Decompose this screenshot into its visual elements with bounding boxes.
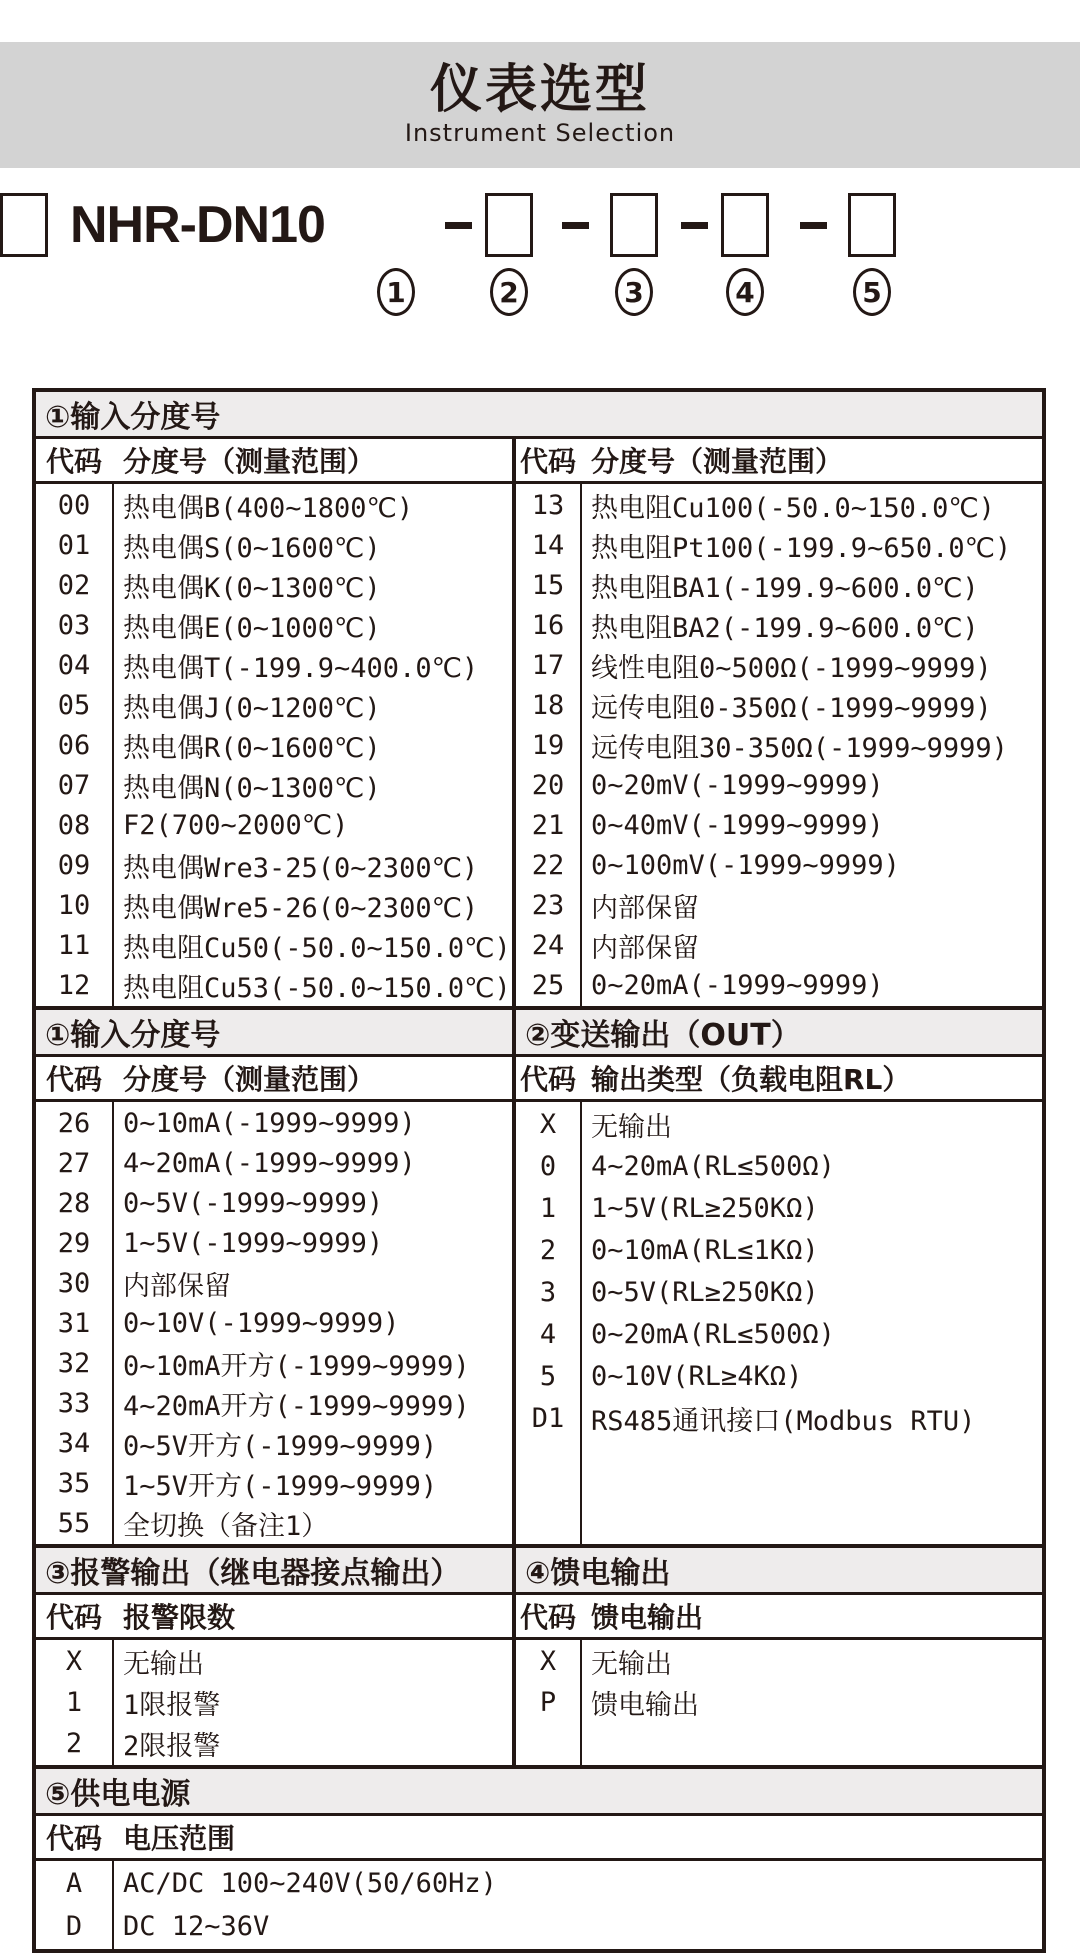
desc-cell: 0~10V(-1999~9999) [123, 1307, 400, 1339]
desc-cell: RS485通讯接口(Modbus RTU) [591, 1405, 976, 1437]
table-row [36, 525, 512, 565]
code-column-header: 代码 [45, 1063, 102, 1096]
code-cell: 00 [57, 489, 91, 521]
code-cell: 21 [531, 809, 565, 841]
desc-cell: 热电偶E(0~1000℃) [123, 612, 381, 644]
table-row [36, 765, 512, 805]
dash-separator [681, 222, 708, 229]
model-segment-box-3 [721, 193, 769, 257]
table-row [516, 565, 1042, 605]
code-column-header: 代码 [519, 1063, 576, 1096]
code-column-header: 代码 [45, 1601, 102, 1634]
desc-cell: 热电偶Wre3-25(0~2300℃) [123, 852, 479, 884]
desc-cell: 热电偶S(0~1600℃) [123, 532, 381, 564]
section-title: ⑤供电电源 [45, 1777, 191, 1812]
code-cell: 1 [65, 1687, 83, 1718]
desc-cell: 0~10mA(RL≤1KΩ) [591, 1234, 819, 1266]
desc-cell: 0~5V(RL≥250KΩ) [591, 1276, 819, 1308]
desc-cell: 0~10mA开方(-1999~9999) [123, 1350, 470, 1382]
rows-right [516, 1102, 1042, 1544]
desc-cell: 热电偶T(-199.9~400.0℃) [123, 652, 479, 684]
code-cell: 33 [57, 1387, 91, 1419]
desc-cell: 热电偶J(0~1200℃) [123, 692, 381, 724]
model-segment-box-4 [848, 193, 896, 257]
section-power-supply [36, 1765, 1042, 1949]
title-band [0, 42, 1080, 168]
desc-cell: 1~5V开方(-1999~9999) [123, 1470, 438, 1502]
code-cell: 17 [531, 649, 565, 681]
code-cell: 03 [57, 609, 91, 641]
code-cell: 16 [531, 609, 565, 641]
table-row [36, 1463, 512, 1503]
table-row [36, 885, 512, 925]
table-row [36, 1263, 512, 1303]
selection-table [32, 388, 1046, 1953]
desc-cell: 热电偶N(0~1300℃) [123, 772, 381, 804]
table-row [516, 645, 1042, 685]
desc-column-header: 分度号（测量范围） [591, 445, 844, 478]
desc-cell: 热电阻Cu53(-50.0~150.0℃) [123, 972, 511, 1004]
desc-cell: 2限报警 [123, 1731, 221, 1762]
desc-cell: 热电偶R(0~1600℃) [123, 732, 381, 764]
code-cell: D [65, 1911, 83, 1942]
table-row [36, 1303, 512, 1343]
code-cell: P [539, 1687, 557, 1718]
code-cell: 30 [57, 1267, 91, 1299]
code-cell: 22 [531, 849, 565, 881]
desc-column-header: 分度号（测量范围） [123, 445, 376, 478]
desc-cell: 无输出 [591, 1111, 672, 1143]
desc-cell: 热电阻Cu100(-50.0~150.0℃) [591, 492, 995, 524]
code-cell: 02 [57, 569, 91, 601]
table-row [36, 1723, 512, 1764]
rows-left [36, 1102, 516, 1544]
code-cell: 15 [531, 569, 565, 601]
circled-number: 3 [615, 268, 653, 316]
desc-cell: 0~100mV(-1999~9999) [591, 849, 900, 881]
desc-cell: 热电阻BA1(-199.9~600.0℃) [591, 572, 979, 604]
desc-cell: DC 12~36V [123, 1911, 270, 1942]
section-header [36, 1769, 1042, 1816]
dash-separator [800, 222, 827, 229]
table-row [516, 485, 1042, 525]
code-cell: 3 [539, 1276, 557, 1308]
column-header-row [36, 1595, 1042, 1640]
circled-number: 4 [726, 268, 764, 316]
desc-column-header: 电压范围 [123, 1822, 236, 1855]
table-row [516, 805, 1042, 845]
desc-cell: 热电阻BA2(-199.9~600.0℃) [591, 612, 979, 644]
rows [36, 1861, 1042, 1949]
model-segment-box-5 [0, 193, 48, 257]
table-row [516, 605, 1042, 645]
code-cell: 05 [57, 689, 91, 721]
desc-cell: 4~20mA(-1999~9999) [123, 1147, 416, 1179]
desc-cell: 4~20mA开方(-1999~9999) [123, 1390, 470, 1422]
code-cell: 2 [539, 1234, 557, 1266]
code-cell: 31 [57, 1307, 91, 1339]
section-alarm-output [36, 1544, 1042, 1765]
model-segment-box-1 [485, 193, 533, 257]
code-cell: 18 [531, 689, 565, 721]
desc-cell: 内部保留 [591, 892, 699, 924]
desc-cell: 无输出 [123, 1649, 204, 1680]
section-title: ①输入分度号 [45, 400, 221, 435]
table-row [516, 1682, 1042, 1723]
rows-left [36, 1640, 516, 1765]
code-cell: 26 [57, 1107, 91, 1139]
table-row [36, 1905, 1042, 1948]
table-row [516, 1397, 1042, 1439]
table-row [516, 1103, 1042, 1145]
table-row [36, 1682, 512, 1723]
rows-right [516, 1640, 1042, 1765]
desc-cell: AC/DC 100~240V(50/60Hz) [123, 1868, 497, 1899]
rows-right [516, 484, 1042, 1006]
desc-cell: 线性电阻0~500Ω(-1999~9999) [591, 652, 992, 684]
table-row [36, 1423, 512, 1463]
code-cell: 09 [57, 849, 91, 881]
code-cell: 0 [539, 1150, 557, 1182]
desc-cell: 1限报警 [123, 1690, 221, 1721]
code-cell: 55 [57, 1507, 91, 1539]
code-cell: 14 [531, 529, 565, 561]
code-cell: 07 [57, 769, 91, 801]
desc-column-header: 分度号（测量范围） [123, 1063, 376, 1096]
desc-cell: 热电阻Cu50(-50.0~150.0℃) [123, 932, 511, 964]
table-row [36, 565, 512, 605]
section-title-right: ②变送输出（OUT） [525, 1018, 801, 1053]
desc-cell: 0~5V(-1999~9999) [123, 1187, 384, 1219]
section-input-graduation [36, 392, 1042, 1006]
table-row [36, 645, 512, 685]
table-row [36, 1343, 512, 1383]
table-row [516, 885, 1042, 925]
desc-cell: 1~5V(RL≥250KΩ) [591, 1192, 819, 1224]
table-row [36, 805, 512, 845]
code-cell: 34 [57, 1427, 91, 1459]
table-row [36, 925, 512, 965]
desc-column-header: 输出类型（负载电阻RL） [591, 1063, 911, 1096]
code-cell: A [65, 1868, 83, 1899]
table-row [36, 1503, 512, 1543]
rows-left [36, 484, 516, 1006]
page-subtitle: Instrument Selection [404, 119, 676, 148]
column-header-row [36, 439, 1042, 484]
code-cell: 25 [531, 969, 565, 1001]
desc-cell: 热电偶B(400~1800℃) [123, 492, 414, 524]
table-row [36, 1862, 1042, 1905]
code-cell: 32 [57, 1347, 91, 1379]
code-cell: X [65, 1646, 83, 1677]
code-cell: 10 [57, 889, 91, 921]
table-row [36, 1383, 512, 1423]
dash-separator [445, 222, 472, 229]
desc-cell: F2(700~2000℃) [123, 809, 349, 841]
desc-cell: 热电偶Wre5-26(0~2300℃) [123, 892, 479, 924]
code-cell: 11 [57, 929, 91, 961]
table-row [36, 725, 512, 765]
table-row [516, 965, 1042, 1005]
page-title: 仪表选型 [429, 59, 650, 120]
table-row [516, 1355, 1042, 1397]
desc-cell: 内部保留 [123, 1270, 231, 1302]
desc-cell: 远传电阻30-350Ω(-1999~9999) [591, 732, 1008, 764]
column-header-row [36, 1057, 1042, 1102]
circled-number: 1 [377, 268, 415, 316]
code-cell: 06 [57, 729, 91, 761]
code-column-header: 代码 [45, 1822, 102, 1855]
table-row [516, 1313, 1042, 1355]
table-row [36, 845, 512, 885]
table-row [36, 685, 512, 725]
code-cell: X [539, 1108, 557, 1140]
section-header [36, 392, 1042, 439]
dash-separator [562, 222, 589, 229]
code-column-header: 代码 [45, 445, 102, 478]
code-cell: 13 [531, 489, 565, 521]
section-header [36, 1010, 1042, 1057]
table-row [516, 765, 1042, 805]
desc-cell: 0~20mV(-1999~9999) [591, 769, 884, 801]
circled-position-numbers [0, 268, 1080, 320]
code-cell: 19 [531, 729, 565, 761]
table-row [516, 1229, 1042, 1271]
section-header [36, 1548, 1042, 1595]
table-row [516, 525, 1042, 565]
table-row [36, 1183, 512, 1223]
desc-cell: 内部保留 [591, 932, 699, 964]
desc-cell: 馈电输出 [591, 1690, 699, 1721]
code-cell: 20 [531, 769, 565, 801]
desc-cell: 0~40mV(-1999~9999) [591, 809, 884, 841]
section-transmit-output [36, 1006, 1042, 1544]
code-cell: 29 [57, 1227, 91, 1259]
code-cell: 23 [531, 889, 565, 921]
code-cell: X [539, 1646, 557, 1677]
table-row [516, 1641, 1042, 1682]
code-cell: D1 [531, 1402, 565, 1434]
desc-cell: 0~5V开方(-1999~9999) [123, 1430, 438, 1462]
table-row [516, 925, 1042, 965]
code-cell: 4 [539, 1318, 557, 1350]
desc-cell: 无输出 [591, 1649, 672, 1680]
desc-cell: 4~20mA(RL≤500Ω) [591, 1150, 835, 1182]
code-cell: 2 [65, 1728, 83, 1759]
table-row [36, 965, 512, 1005]
code-cell: 12 [57, 969, 91, 1001]
code-cell: 5 [539, 1360, 557, 1392]
ordering-code-diagram [0, 192, 1080, 352]
code-cell: 24 [531, 929, 565, 961]
table-row [516, 1271, 1042, 1313]
code-cell: 1 [539, 1192, 557, 1224]
table-row [516, 725, 1042, 765]
circled-number: 5 [853, 268, 891, 316]
desc-cell: 0~20mA(-1999~9999) [591, 969, 884, 1001]
code-column-header: 代码 [519, 445, 576, 478]
desc-cell: 热电阻Pt100(-199.9~650.0℃) [591, 532, 1012, 564]
section-title-right: ④馈电输出 [525, 1556, 671, 1591]
desc-cell: 0~20mA(RL≤500Ω) [591, 1318, 835, 1350]
circled-number: 2 [490, 268, 528, 316]
table-row [516, 1187, 1042, 1229]
desc-column-header: 报警限数 [123, 1601, 236, 1634]
code-cell: 04 [57, 649, 91, 681]
desc-cell: 热电偶K(0~1300℃) [123, 572, 381, 604]
section-title-left: ③报警输出（继电器接点输出） [36, 1548, 516, 1592]
column-header-row [36, 1816, 1042, 1861]
code-cell: 27 [57, 1147, 91, 1179]
code-cell: 08 [57, 809, 91, 841]
table-row [36, 605, 512, 645]
code-cell: 28 [57, 1187, 91, 1219]
table-row [516, 685, 1042, 725]
desc-cell: 远传电阻0-350Ω(-1999~9999) [591, 692, 992, 724]
desc-cell: 0~10V(RL≥4KΩ) [591, 1360, 803, 1392]
desc-cell: 全切换（备注1） [123, 1510, 329, 1542]
section-title-left: ①输入分度号 [36, 1010, 516, 1054]
desc-column-header: 馈电输出 [591, 1601, 704, 1634]
desc-cell: 1~5V(-1999~9999) [123, 1227, 384, 1259]
code-column-header: 代码 [519, 1601, 576, 1634]
code-cell: 35 [57, 1467, 91, 1499]
table-row [36, 485, 512, 525]
desc-cell: 0~10mA(-1999~9999) [123, 1107, 416, 1139]
table-row [516, 1145, 1042, 1187]
model-segment-box-2 [610, 193, 658, 257]
table-row [36, 1103, 512, 1143]
table-row [36, 1223, 512, 1263]
table-row [516, 845, 1042, 885]
code-cell: 01 [57, 529, 91, 561]
model-number: NHR-DN10 [70, 196, 325, 254]
table-row [36, 1641, 512, 1682]
table-row [36, 1143, 512, 1183]
